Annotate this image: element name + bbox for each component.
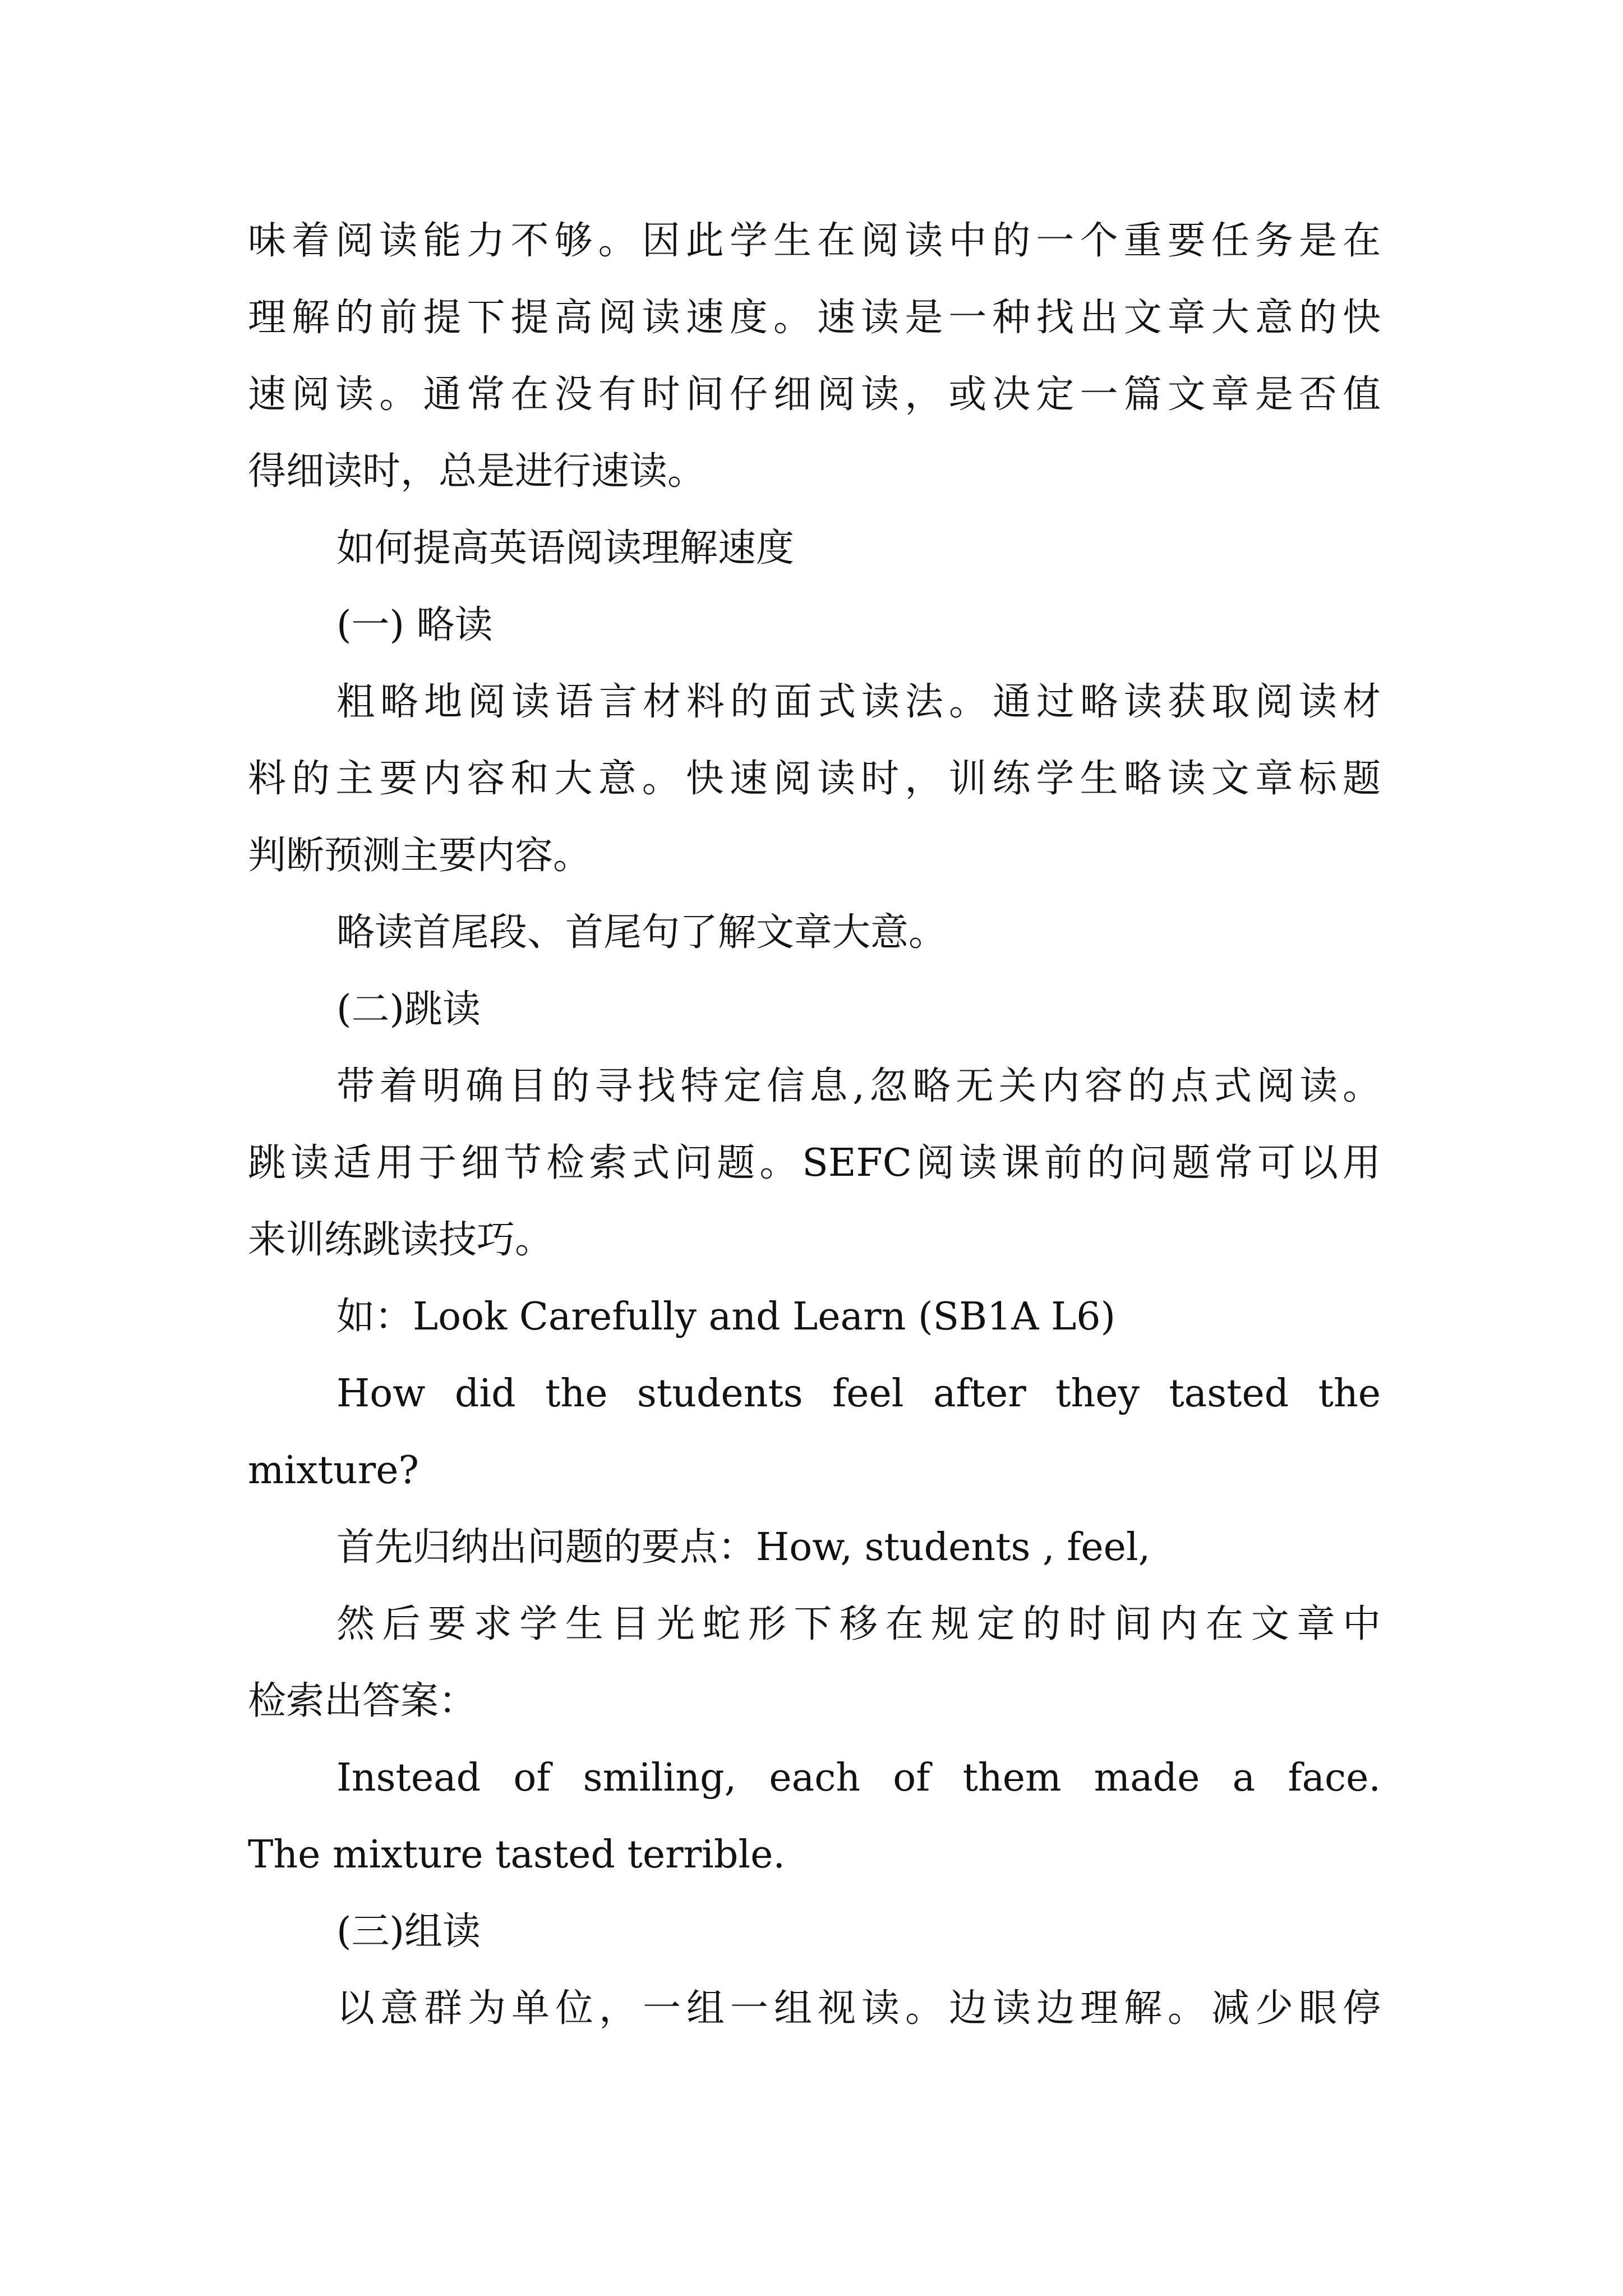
section-heading: 如何提高英语阅读理解速度: [336, 526, 795, 570]
paragraph-line: 然后要求学生目光蛇形下移在规定的时间内在文章中: [336, 1602, 1381, 1646]
paragraph-line: 来训练跳读技巧。: [248, 1218, 554, 1262]
paragraph-line: 带着明确目的寻找特定信息,忽略无关内容的点式阅读。: [336, 1064, 1381, 1108]
subsection-heading: (一) 略读: [336, 603, 493, 647]
example-line: The mixture tasted terrible.: [248, 1833, 786, 1877]
example-line: mixture?: [248, 1448, 419, 1493]
paragraph-line: 首先归纳出问题的要点：How, students , feel,: [336, 1525, 1151, 1570]
example-line: Instead of smiling, each of them made a face.: [336, 1756, 1381, 1800]
example-line: 如：Look Carefully and Learn (SB1A L6): [336, 1295, 1116, 1339]
paragraph-line: 理解的前提下提高阅读速度。速读是一种找出文章大意的快: [248, 296, 1381, 340]
paragraph-line: 得细读时，总是进行速读。: [248, 449, 706, 494]
paragraph-line: 跳读适用于细节检索式问题。SEFC阅读课前的问题常可以用: [248, 1141, 1381, 1185]
paragraph-line: 料的主要内容和大意。快速阅读时，训练学生略读文章标题: [248, 757, 1381, 801]
paragraph-line: 判断预测主要内容。: [248, 834, 592, 878]
subsection-heading: (三)组读: [336, 1910, 481, 1954]
paragraph-line: 味着阅读能力不够。因此学生在阅读中的一个重要任务是在: [248, 219, 1381, 263]
subsection-heading: (二)跳读: [336, 987, 481, 1032]
paragraph-line: 粗略地阅读语言材料的面式读法。通过略读获取阅读材: [336, 680, 1381, 724]
paragraph-line: 检索出答案：: [248, 1679, 477, 1723]
example-line: How did the students feel after they tasted the: [336, 1372, 1381, 1416]
paragraph-line: 略读首尾段、首尾句了解文章大意。: [336, 910, 947, 955]
paragraph-line: 速阅读。通常在没有时间仔细阅读，或决定一篇文章是否值: [248, 372, 1381, 417]
paragraph-line: 以意群为单位，一组一组视读。边读边理解。减少眼停: [336, 1986, 1381, 2031]
